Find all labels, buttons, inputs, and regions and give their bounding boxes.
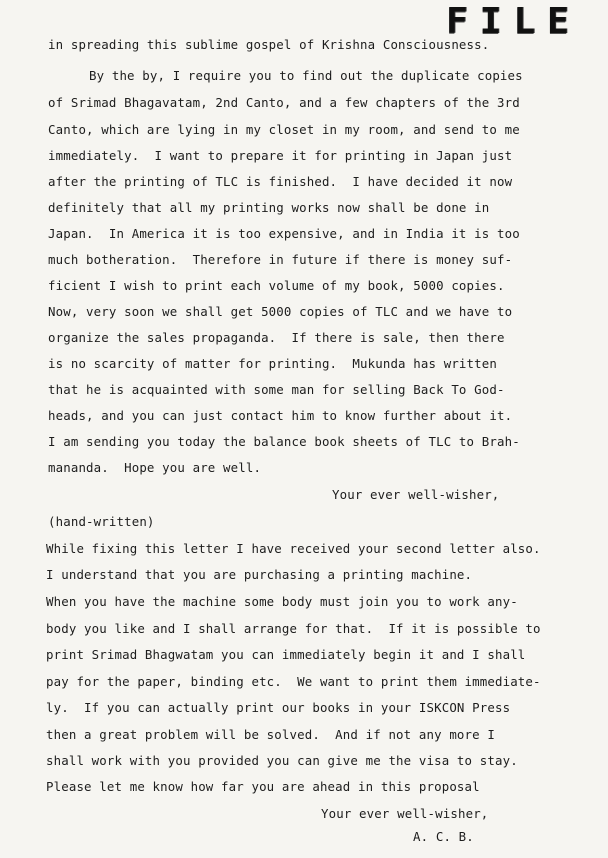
handwritten-note-label: (hand-written) — [48, 514, 155, 529]
text-line: body you like and I shall arrange for that. If it is possible to — [46, 621, 541, 636]
text-line: By the by, I require you to find out the duplicate copies — [89, 68, 523, 83]
text-line: While fixing this letter I have received your second letter also. — [46, 541, 541, 556]
text-line: is no scarcity of matter for printing. Mukunda has written — [48, 356, 497, 371]
closing-line: Your ever well-wisher, — [321, 806, 489, 821]
file-stamp: FILE — [446, 1, 581, 42]
text-line: Please let me know how far you are ahead in this proposal — [46, 779, 480, 794]
text-line: of Srimad Bhagavatam, 2nd Canto, and a few chapters of the 3rd — [48, 95, 520, 110]
closing-line: Your ever well-wisher, — [332, 487, 500, 502]
signature-initials: A. C. B. — [413, 829, 474, 844]
text-line: after the printing of TLC is finished. I have decided it now — [48, 174, 513, 189]
text-line: organize the sales propaganda. If there is sale, then there — [48, 330, 505, 345]
text-line: I am sending you today the balance book sheets of TLC to Brah- — [48, 434, 520, 449]
text-line: that he is acquainted with some man for selling Back To God- — [48, 382, 505, 397]
text-line: ficient I wish to print each volume of my book, 5000 copies. — [48, 278, 505, 293]
text-line: Japan. In America it is too expensive, and in India it is too — [48, 226, 520, 241]
text-line: definitely that all my printing works now shall be done in — [48, 200, 490, 215]
text-line: immediately. I want to prepare it for printing in Japan just — [48, 148, 513, 163]
text-line: shall work with you provided you can give me the visa to stay. — [46, 753, 518, 768]
text-line: in spreading this sublime gospel of Krishna Consciousness. — [48, 37, 490, 52]
text-line: heads, and you can just contact him to know further about it. — [48, 408, 513, 423]
text-line: mananda. Hope you are well. — [48, 460, 262, 475]
text-line: When you have the machine some body must join you to work any- — [46, 594, 518, 609]
text-line: then a great problem will be solved. And if not any more I — [46, 727, 495, 742]
text-line: Canto, which are lying in my closet in my room, and send to me — [48, 122, 520, 137]
text-line: pay for the paper, binding etc. We want to print them immediate- — [46, 674, 541, 689]
text-line: much botheration. Therefore in future if there is money suf- — [48, 252, 513, 267]
text-line: ly. If you can actually print our books in your ISKCON Press — [46, 700, 511, 715]
text-line: Now, very soon we shall get 5000 copies of TLC and we have to — [48, 304, 513, 319]
text-line: print Srimad Bhagwatam you can immediately begin it and I shall — [46, 647, 526, 662]
text-line: I understand that you are purchasing a printing machine. — [46, 567, 473, 582]
